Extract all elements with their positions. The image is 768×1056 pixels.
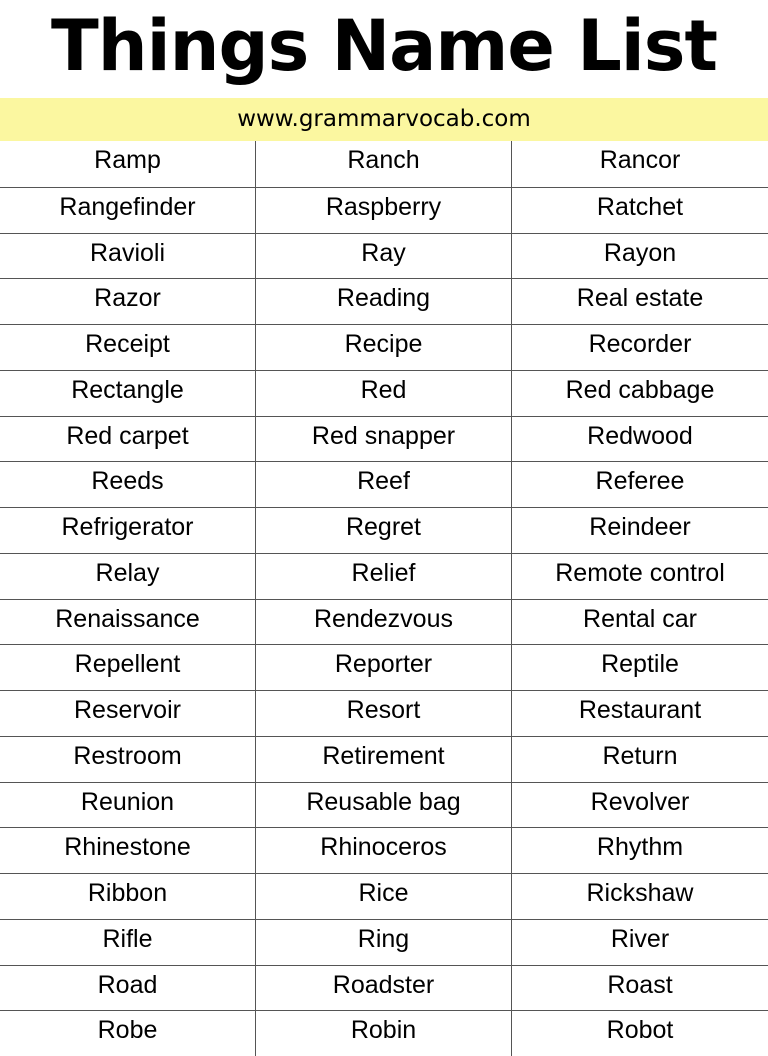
table-cell: Reading — [256, 278, 512, 324]
table-cell: Red snapper — [256, 416, 512, 462]
table-cell: Red — [256, 370, 512, 416]
table-cell: Rickshaw — [512, 873, 768, 919]
table-cell: Receipt — [0, 324, 256, 370]
table-cell: Red cabbage — [512, 370, 768, 416]
table-cell: Red carpet — [0, 416, 256, 462]
table-cell: Raspberry — [256, 187, 512, 233]
table-cell: Rhinestone — [0, 827, 256, 873]
table-cell: Rhythm — [512, 827, 768, 873]
table-cell: Reunion — [0, 782, 256, 828]
table-cell: Rice — [256, 873, 512, 919]
table-cell: Ring — [256, 919, 512, 965]
table-cell: Reservoir — [0, 690, 256, 736]
table-cell: Reptile — [512, 644, 768, 690]
table-cell: Recorder — [512, 324, 768, 370]
table-cell: Reindeer — [512, 507, 768, 553]
table-cell: Reeds — [0, 461, 256, 507]
table-cell: Restroom — [0, 736, 256, 782]
table-cell: Rayon — [512, 233, 768, 279]
table-cell: Referee — [512, 461, 768, 507]
table-cell: Rifle — [0, 919, 256, 965]
table-cell: Repellent — [0, 644, 256, 690]
table-cell: Real estate — [512, 278, 768, 324]
table-cell: Reporter — [256, 644, 512, 690]
table-cell: Rangefinder — [0, 187, 256, 233]
table-cell: Rendezvous — [256, 599, 512, 645]
table-cell: Retirement — [256, 736, 512, 782]
table-cell: Razor — [0, 278, 256, 324]
table-cell: Relief — [256, 553, 512, 599]
table-cell: Restaurant — [512, 690, 768, 736]
table-cell: Reusable bag — [256, 782, 512, 828]
table-cell: Refrigerator — [0, 507, 256, 553]
table-cell: Rancor — [599, 146, 681, 174]
table-cell: Regret — [256, 507, 512, 553]
table-cell: Robot — [512, 1010, 768, 1056]
page-title: Things Name List — [51, 5, 717, 87]
table-cell: Return — [512, 736, 768, 782]
table-cell: Reef — [256, 461, 512, 507]
table-cell: Redwood — [512, 416, 768, 462]
table-cell: Remote control — [512, 553, 768, 599]
table-cell: Rental car — [512, 599, 768, 645]
table-cell: Ranch — [256, 141, 512, 187]
table-cell: Rhinoceros — [256, 827, 512, 873]
table-cell: Rectangle — [0, 370, 256, 416]
table-cell: Robin — [256, 1010, 512, 1056]
table-cell: Road — [0, 965, 256, 1011]
table-cell: Ray — [256, 233, 512, 279]
word-table — [0, 141, 768, 1056]
table-cell: Roast — [512, 965, 768, 1011]
table-cell: Revolver — [512, 782, 768, 828]
table-cell: Relay — [0, 553, 256, 599]
website-banner: www.grammarvocab.com — [0, 98, 768, 141]
table-cell: Ravioli — [0, 233, 256, 279]
table-cell: Ribbon — [0, 873, 256, 919]
table-cell: Ramp — [0, 141, 256, 187]
table-cell: Ratchet — [512, 187, 768, 233]
table-cell: Roadster — [256, 965, 512, 1011]
table-cell: Renaissance — [0, 599, 256, 645]
table-cell: Resort — [256, 690, 512, 736]
table-cell: Recipe — [256, 324, 512, 370]
table-cell: River — [512, 919, 768, 965]
table-cell: Robe — [0, 1010, 256, 1056]
